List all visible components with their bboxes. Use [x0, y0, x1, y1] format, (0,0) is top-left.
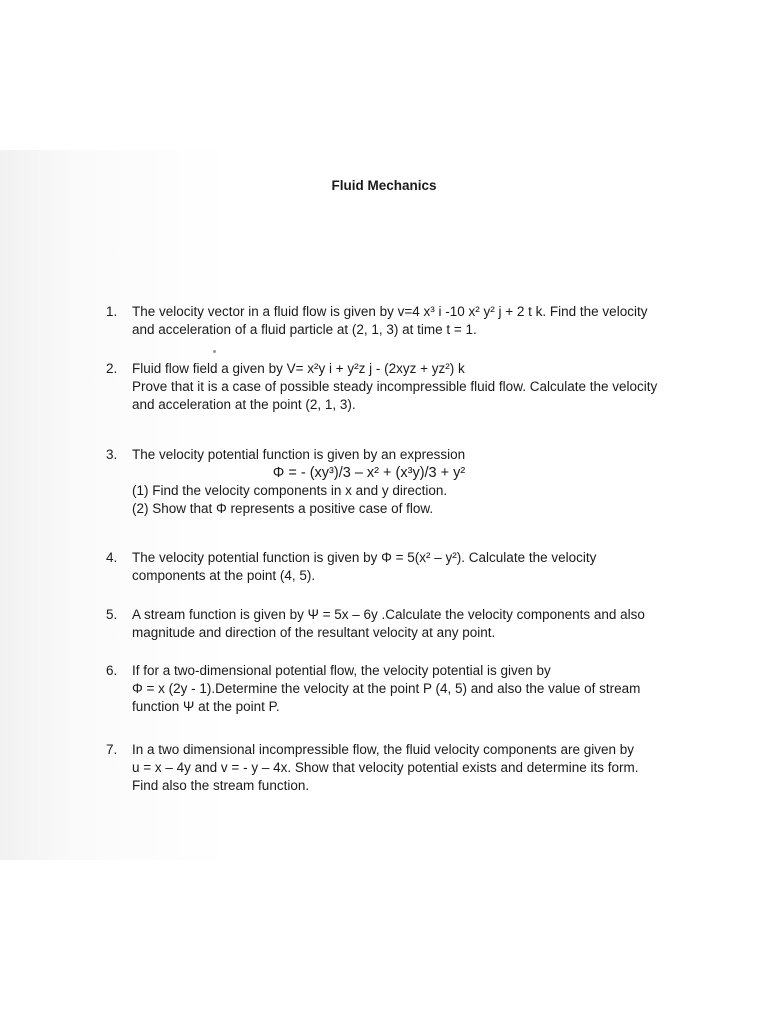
- question-text-line: components at the point (4, 5).: [132, 568, 316, 583]
- question-number: 1.: [106, 304, 118, 319]
- question-3: [106, 446, 726, 518]
- question-number: 5.: [106, 607, 118, 622]
- question-7: [106, 741, 726, 795]
- question-2: [106, 360, 726, 414]
- question-text-line: The velocity potential function is given by an expression: [132, 447, 466, 462]
- question-text-line: The velocity potential function is given by Φ = 5(x² – y²). Calculate the velocity: [132, 550, 597, 565]
- question-text-line: If for a two-dimensional potential flow, the velocity potential is given by: [132, 663, 551, 678]
- question-number: 7.: [106, 742, 118, 757]
- document-title: Fluid Mechanics: [331, 178, 437, 193]
- question-text-line: In a two dimensional incompressible flow, the fluid velocity components are given by: [132, 742, 635, 757]
- question-4: [106, 549, 726, 585]
- question-text-line: Fluid flow field a given by V= x²y i + y²z j - (2xyz + yz²) k: [132, 361, 465, 376]
- question-number: 2.: [106, 361, 118, 376]
- scan-speck: [213, 350, 216, 353]
- question-number: 3.: [106, 447, 118, 462]
- question-text-line: Find also the stream function.: [132, 778, 310, 793]
- question-number: 6.: [106, 663, 118, 678]
- question-text-line: magnitude and direction of the resultant velocity at any point.: [132, 625, 496, 640]
- question-6: [106, 662, 726, 716]
- question-text-line: function Ψ at the point P.: [132, 699, 280, 714]
- potential-formula: Φ = - (xy³)/3 – x² + (x³y)/3 + y²: [272, 465, 466, 481]
- question-text-line: Prove that it is a case of possible steady incompressible fluid flow. Calculate the velocity: [132, 379, 658, 394]
- question-text-line: A stream function is given by Ψ = 5x – 6y .Calculate the velocity components and also: [132, 607, 645, 622]
- question-number: 4.: [106, 550, 118, 565]
- question-text-line: and acceleration at the point (2, 1, 3).: [132, 397, 356, 412]
- question-text-line: Φ = x (2y - 1).Determine the velocity at the point P (4, 5) and also the value of stream: [132, 681, 641, 696]
- question-text-line: The velocity vector in a fluid flow is given by v=4 x³ i -10 x² y² j + 2 t k. Find the velocity: [132, 304, 648, 319]
- question-text-line: and acceleration of a fluid particle at (2, 1, 3) at time t = 1.: [132, 322, 477, 337]
- question-1: [106, 303, 726, 339]
- question-sub-line: (2) Show that Φ represents a positive case of flow.: [132, 501, 434, 516]
- question-text-line: u = x – 4y and v = - y – 4x. Show that velocity potential exists and determine its form.: [132, 760, 639, 775]
- question-sub-line: (1) Find the velocity components in x and y direction.: [132, 483, 448, 498]
- question-5: [106, 606, 726, 642]
